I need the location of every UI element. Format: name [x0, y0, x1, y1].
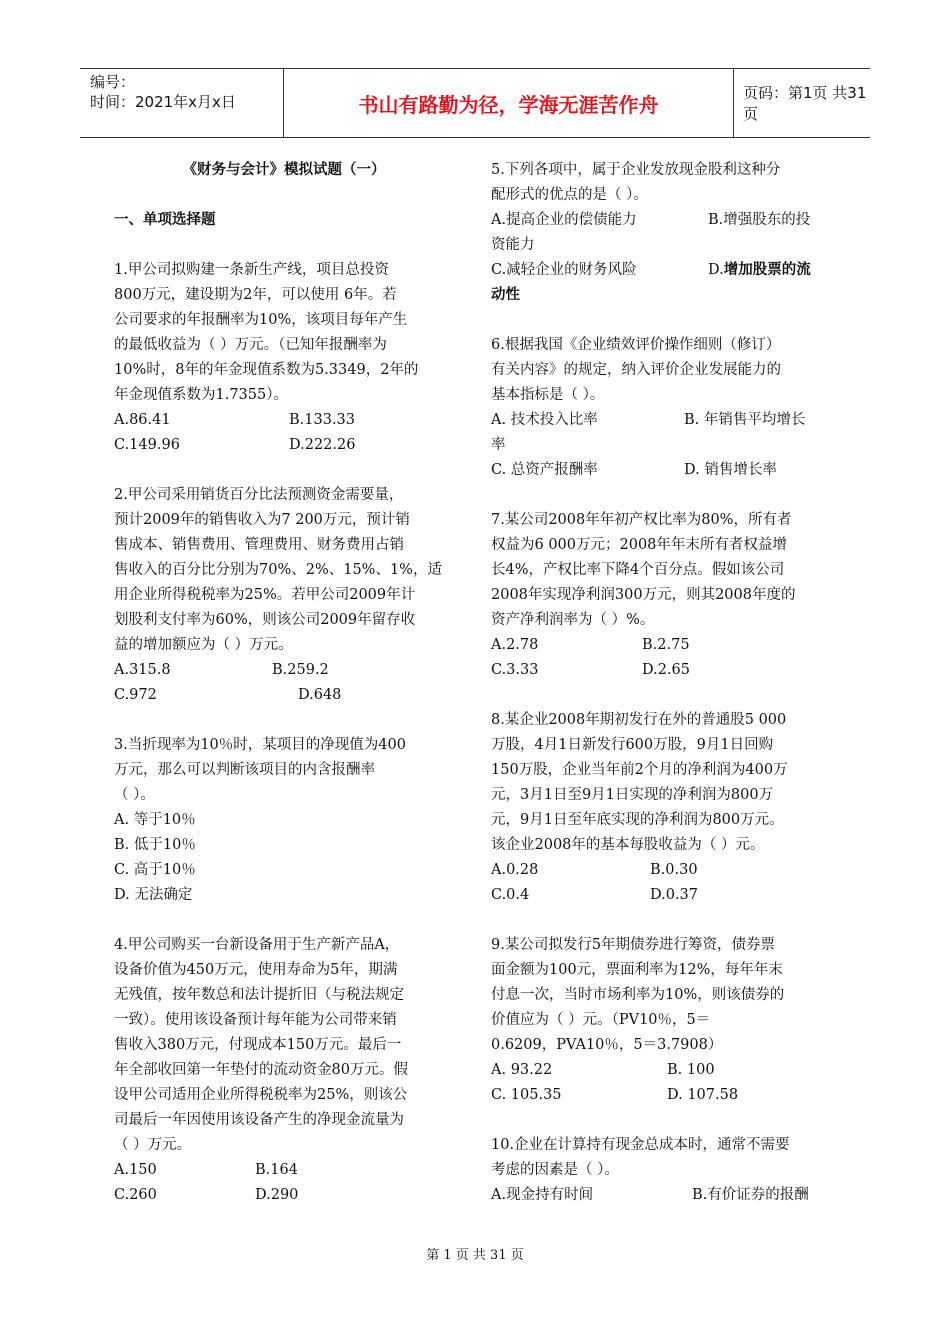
- option-a: A. 技术投入比率: [491, 412, 598, 428]
- option-b: B.164: [255, 1162, 298, 1178]
- header-page-info: 页码：第1页 共31页: [743, 84, 867, 123]
- question-10: [491, 1133, 836, 1208]
- option-a: A. 等于10％: [114, 812, 196, 828]
- option-b: B. 低于10％: [114, 837, 196, 853]
- question-line: 10%时，8年的年金现值系数为5.3349，2年的: [114, 362, 419, 378]
- question-9: [491, 933, 836, 1108]
- question-line: 4.甲公司购买一台新设备用于生产新产品A，: [114, 937, 400, 953]
- question-line: 5.下列各项中，属于企业发放现金股利这种分: [491, 162, 781, 178]
- option-d-text: 增加股票的流: [723, 262, 811, 278]
- header-left: [80, 69, 283, 137]
- question-line: 配形式的优点的是（ ）。: [491, 187, 648, 203]
- answer-options: [491, 408, 836, 433]
- question-line: 元，3月1日至9月1日实现的净利润为800万: [491, 787, 774, 803]
- question-line: 万股，4月1日新发行600万股，9月1日回购: [491, 737, 774, 753]
- question-line: 设甲公司适用企业所得税税率为25%，则该公: [114, 1087, 408, 1103]
- question-line: 一致）。使用该设备预计每年能为公司带来销: [114, 1012, 397, 1028]
- question-7: [491, 508, 836, 683]
- question-line: 司最后一年因使用该设备产生的净现金流量为: [114, 1112, 404, 1128]
- option-d-letter: D.: [708, 262, 724, 278]
- option-a: A.2.78: [491, 637, 539, 653]
- question-line: 的最低收益为（ ）万元。（已知年报酬率为: [114, 337, 387, 353]
- question-line: 10.企业在计算持有现金总成本时，通常不需要: [491, 1137, 790, 1153]
- question-3: [114, 733, 454, 908]
- left-column: [114, 158, 454, 1208]
- question-line: 0.6209，PVA10％，5＝3.7908）: [491, 1037, 723, 1053]
- option-a: A.315.8: [114, 662, 171, 678]
- option-c: C.260: [114, 1187, 157, 1203]
- question-line: 预计2009年的销售收入为7 200万元，预计销: [114, 512, 410, 528]
- question-line: 年全部收回第一年垫付的流动资金80万元。假: [114, 1062, 408, 1078]
- question-8: [491, 708, 836, 908]
- question-line: 7.某公司2008年年初产权比率为80%，所有者: [491, 512, 792, 528]
- option-a: A.86.41: [114, 412, 171, 428]
- question-line: 付息一次，当时市场利率为10%，则该债券的: [491, 987, 785, 1003]
- question-line: 售收入380万元，付现成本150万元。最后一: [114, 1037, 402, 1053]
- option-c: C.3.33: [491, 662, 539, 678]
- answer-options: [114, 658, 454, 708]
- question-line: 年金现值系数为1.7355）。: [114, 387, 288, 403]
- option-b-continued: 率: [491, 437, 506, 453]
- option-b: B. 100: [667, 1062, 715, 1078]
- question-line: 公司要求的年报酬率为10%，该项目每年产生: [114, 312, 408, 328]
- option-c: C. 105.35: [491, 1087, 562, 1103]
- page-header: [80, 68, 870, 138]
- question-line: 该企业2008年的基本每股收益为（ ）元。: [491, 837, 765, 853]
- answer-options: [491, 1183, 836, 1208]
- option-a: A.提高企业的偿债能力: [491, 212, 637, 228]
- question-line: 万元，那么可以判断该项目的内含报酬率: [114, 762, 375, 778]
- option-d: D.648: [298, 687, 342, 703]
- option-a: A. 93.22: [491, 1062, 553, 1078]
- option-c: C.减轻企业的财务风险: [491, 262, 637, 278]
- option-d: [708, 258, 836, 283]
- question-4: [114, 933, 454, 1208]
- option-b: B.0.30: [650, 862, 698, 878]
- answer-options: [491, 208, 836, 233]
- question-line: 1.甲公司拟购建一条新生产线，项目总投资: [114, 262, 389, 278]
- option-d: D. 销售增长率: [684, 462, 777, 478]
- option-a: A.现金持有时间: [491, 1187, 594, 1203]
- section-heading: 一、单项选择题: [114, 212, 216, 228]
- option-d: D.290: [255, 1187, 299, 1203]
- option-c: C.149.96: [114, 437, 180, 453]
- option-a: A.0.28: [491, 862, 539, 878]
- question-line: （ ）万元。: [114, 1137, 192, 1153]
- question-1: [114, 258, 454, 458]
- option-b: B.增强股东的投: [708, 212, 811, 228]
- question-line: 考虑的因素是（ ）。: [491, 1162, 619, 1178]
- question-line: 2.甲公司采用销货百分比法预测资金需要量，: [114, 487, 404, 503]
- question-5: [491, 158, 836, 308]
- question-line: 设备价值为450万元，使用寿命为5年，期满: [114, 962, 398, 978]
- option-d: D. 无法确定: [114, 887, 193, 903]
- exam-title: 《财务与会计》模拟试题（一）: [182, 162, 386, 178]
- question-line: 6.根据我国《企业绩效评价操作细则（修订）: [491, 337, 781, 353]
- header-motto: 书山有路勤为径，学海无涯苦作舟: [283, 69, 734, 137]
- option-d: D.222.26: [289, 437, 356, 453]
- document-date: 时间：2021年x月x日: [90, 93, 236, 111]
- option-b-continued: 资能力: [491, 237, 535, 253]
- question-line: 益的增加额应为（ ）万元。: [114, 637, 293, 653]
- option-c: C. 高于10％: [114, 862, 196, 878]
- option-d: D. 107.58: [667, 1087, 739, 1103]
- answer-options: [491, 633, 836, 683]
- question-2: [114, 483, 454, 708]
- question-line: 800万元，建设期为2年，可以使用 6年。若: [114, 287, 397, 303]
- question-line: 权益为6 000万元；2008年年末所有者权益增: [491, 537, 787, 553]
- option-b: B.133.33: [289, 412, 356, 428]
- answer-options: [491, 458, 836, 483]
- right-column: [491, 158, 836, 1208]
- question-line: 价值应为（ ）元。（PV10％，5＝: [491, 1012, 711, 1028]
- option-b: B.有价证券的报酬: [692, 1187, 809, 1203]
- answer-options: [114, 408, 454, 458]
- question-line: 划股利支付率为60%，则该公司2009年留存收: [114, 612, 416, 628]
- question-line: 元，9月1日至年底实现的净利润为800万元。: [491, 812, 784, 828]
- option-b: B. 年销售平均增长: [684, 412, 806, 428]
- question-line: （ ）。: [114, 787, 155, 803]
- question-line: 150万股，企业当年前2个月的净利润为400万: [491, 762, 788, 778]
- page-footer: 第 1 页 共 31 页: [426, 1248, 524, 1263]
- answer-options: [491, 858, 836, 908]
- question-line: 9.某公司拟发行5年期债券进行筹资，债券票: [491, 937, 776, 953]
- question-line: 面金额为100元，票面利率为12%，每年年末: [491, 962, 783, 978]
- question-line: 资产净利润率为（ ）%。: [491, 612, 655, 628]
- document-number-label: 编号：: [90, 73, 136, 91]
- question-line: 8.某企业2008年期初发行在外的普通股5 000: [491, 712, 787, 728]
- option-b: B.2.75: [642, 637, 690, 653]
- question-line: 无残值，按年数总和法计提折旧（与税法规定: [114, 987, 404, 1003]
- option-a: A.150: [114, 1162, 157, 1178]
- question-line: 基本指标是（ ）。: [491, 387, 605, 403]
- question-line: 有关内容》的规定，纳入评价企业发展能力的: [491, 362, 781, 378]
- answer-options: [114, 1158, 454, 1208]
- option-d-continued: 动性: [491, 287, 520, 303]
- option-d: D.2.65: [642, 662, 691, 678]
- question-6: [491, 333, 836, 483]
- answer-options: [491, 1058, 836, 1108]
- question-line: 售成本、销售费用、管理费用、财务费用占销: [114, 537, 404, 553]
- question-line: 3.当折现率为10％时，某项目的净现值为400: [114, 737, 406, 753]
- question-line: 长4%，产权比率下降4个百分点。假如该公司: [491, 562, 785, 578]
- option-c: C. 总资产报酬率: [491, 462, 598, 478]
- option-b: B.259.2: [272, 662, 329, 678]
- question-line: 售收入的百分比分别为70%、2%、15%、1%，适: [114, 562, 442, 578]
- question-line: 2008年实现净利润300万元，则其2008年度的: [491, 587, 796, 603]
- question-line: 用企业所得税税率为25%。若甲公司2009年计: [114, 587, 416, 603]
- option-d: D.0.37: [650, 887, 699, 903]
- answer-options: [491, 258, 836, 283]
- option-c: C.972: [114, 687, 157, 703]
- option-c: C.0.4: [491, 887, 530, 903]
